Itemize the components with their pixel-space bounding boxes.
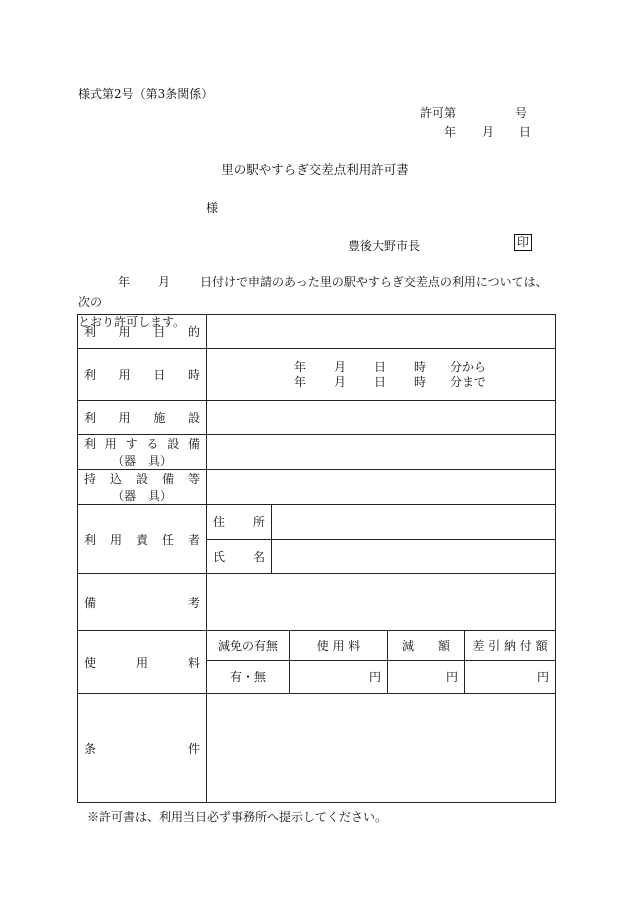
value-name[interactable] <box>272 539 556 573</box>
value-datetime[interactable] <box>207 349 556 401</box>
form-number: 様式第2号（第3条関係） <box>78 87 214 101</box>
row-purpose <box>78 315 556 349</box>
responsible-details <box>207 505 556 574</box>
body-text-2: とおり許可します。 <box>78 315 186 329</box>
value-purpose[interactable] <box>207 315 556 349</box>
permit-number <box>420 104 527 121</box>
body-month: 月 <box>158 275 171 289</box>
value-conditions[interactable] <box>207 694 556 803</box>
permit-suffix: 号 <box>515 106 528 120</box>
date-year: 年 <box>444 125 457 139</box>
issue-date <box>444 123 531 140</box>
label-conditions: 条 件 <box>78 694 207 803</box>
row-equipment <box>78 435 556 470</box>
body-year: 年 <box>118 275 131 289</box>
permit-table <box>77 314 556 803</box>
header-reduction: 減 額 <box>388 631 465 660</box>
body-text-1: 日付けで申請のあった里の駅やすらぎ交差点の利用については、次の <box>78 275 548 309</box>
label-address: 住 所 <box>207 505 272 539</box>
row-fee <box>78 631 556 694</box>
datetime-from: 年 月 日 時 分から <box>293 359 486 374</box>
value-exemption[interactable]: 有・無 <box>207 660 290 693</box>
label-carry-in: 持 込 設 備 等 （器 具） <box>78 470 207 505</box>
value-carry-in[interactable] <box>207 470 556 505</box>
row-conditions <box>78 694 556 803</box>
value-fee[interactable]: 円 <box>290 660 388 693</box>
row-facility <box>78 401 556 435</box>
header-fee: 使 用 料 <box>290 631 388 660</box>
value-reduction[interactable]: 円 <box>388 660 465 693</box>
footnote: ※許可書は、利用当日必ず事務所へ提示してください。 <box>87 810 388 824</box>
label-datetime: 利 用 日 時 <box>78 349 207 401</box>
row-responsible <box>78 505 556 574</box>
value-net-payment[interactable]: 円 <box>536 670 549 685</box>
value-remarks[interactable] <box>207 574 556 631</box>
value-equipment[interactable] <box>207 435 556 470</box>
permit-prefix: 許可第 <box>420 106 457 120</box>
date-month: 月 <box>482 125 495 139</box>
addressee-suffix: 様 <box>206 201 219 215</box>
value-facility[interactable] <box>207 401 556 435</box>
issuer-name: 豊後大野市長 <box>348 239 421 253</box>
row-carry-in <box>78 470 556 505</box>
header-net-payment: 差 引 納 付 額 <box>465 631 556 660</box>
date-day: 日 <box>519 125 532 139</box>
label-responsible: 利 用 責 任 者 <box>78 505 207 574</box>
label-remarks: 備 考 <box>78 574 207 631</box>
row-datetime <box>78 349 556 401</box>
seal-mark: 印 <box>514 234 532 251</box>
document-title: 里の駅やすらぎ交差点利用許可書 <box>221 162 409 177</box>
label-equipment: 利 用 す る 設 備 （器 具） <box>78 435 207 470</box>
header-exemption: 減免の有無 <box>207 631 290 660</box>
datetime-to: 年 月 日 時 分まで <box>293 374 486 389</box>
label-purpose: 利 用 目 的 <box>78 315 207 349</box>
label-fee: 使 用 料 <box>78 631 207 694</box>
row-remarks <box>78 574 556 631</box>
fee-details <box>207 631 556 694</box>
value-address[interactable] <box>272 505 556 539</box>
label-facility: 利 用 施 設 <box>78 401 207 435</box>
label-name: 氏 名 <box>207 539 272 573</box>
